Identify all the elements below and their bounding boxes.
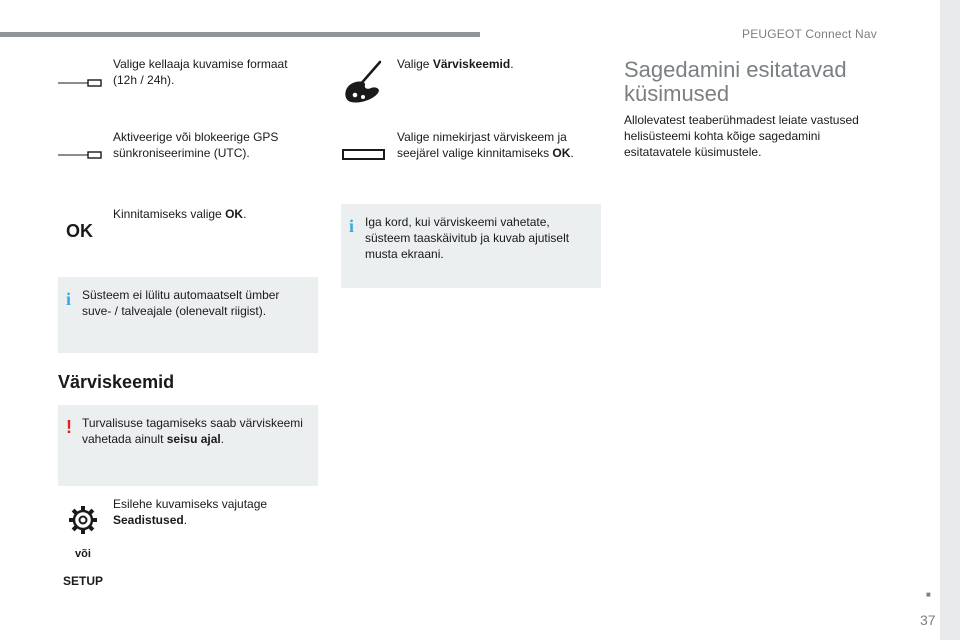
warning-icon: ! — [66, 417, 72, 437]
info-note-restart-text: Iga kord, kui värviskeemi vahetate, süsteem taaskäivitub ja kuvab ajutiselt musta ekraani. — [365, 215, 570, 261]
info-note-dst — [58, 277, 318, 353]
top-bar — [0, 32, 480, 37]
select-scheme-text: Valige nimekirjast värviskeem ja seejärel valige kinnitamiseks OK. — [397, 130, 574, 160]
or-label: või — [75, 548, 91, 560]
continue-marker: ■ — [926, 590, 931, 599]
info-note-restart — [341, 204, 601, 288]
info-note-text: Süsteem ei lülitu automaatselt ümber suve- / talveajale (olenevalt riigist). — [82, 288, 280, 318]
section-title: Värviskeemid — [58, 372, 175, 392]
page-number: 37 — [920, 612, 936, 628]
warning-note-text: Turvalisuse tagamiseks saab värviskeemi vahetada ainult seisu ajal. — [82, 416, 303, 446]
page-edge-bar — [940, 0, 960, 640]
list-bar-icon — [342, 149, 386, 161]
time-format-text: Valige kellaaja kuvamise formaat (12h / 24h). — [113, 57, 288, 87]
faq-title: Sagedamini esitatavad küsimused — [624, 57, 847, 106]
ok-icon: OK — [66, 221, 93, 241]
setup-text: Esilehe kuvamiseks vajutage Seadistused. — [113, 497, 268, 527]
slider-icon — [58, 148, 102, 160]
info-icon: i — [349, 216, 355, 236]
slider-icon — [58, 76, 102, 88]
confirm-ok-text: Kinnitamiseks valige OK. — [113, 207, 247, 221]
info-icon: i — [66, 289, 72, 309]
palette-icon — [343, 60, 383, 104]
warning-note — [58, 405, 318, 486]
gps-sync-text: Aktiveerige või blokeerige GPS sünkroniseerimine (UTC). — [113, 130, 279, 160]
faq-intro-text: Allolevatest teaberühmadest leiate vastused helisüsteemi kohta kõige sagedamini esitatavatele küsimustele. — [624, 113, 859, 159]
setup-label: SETUP — [63, 574, 104, 588]
gear-icon — [68, 505, 98, 535]
header-title: PEUGEOT Connect Nav — [742, 27, 877, 41]
select-color-schemes-text: Valige Värviskeemid. — [397, 57, 514, 71]
